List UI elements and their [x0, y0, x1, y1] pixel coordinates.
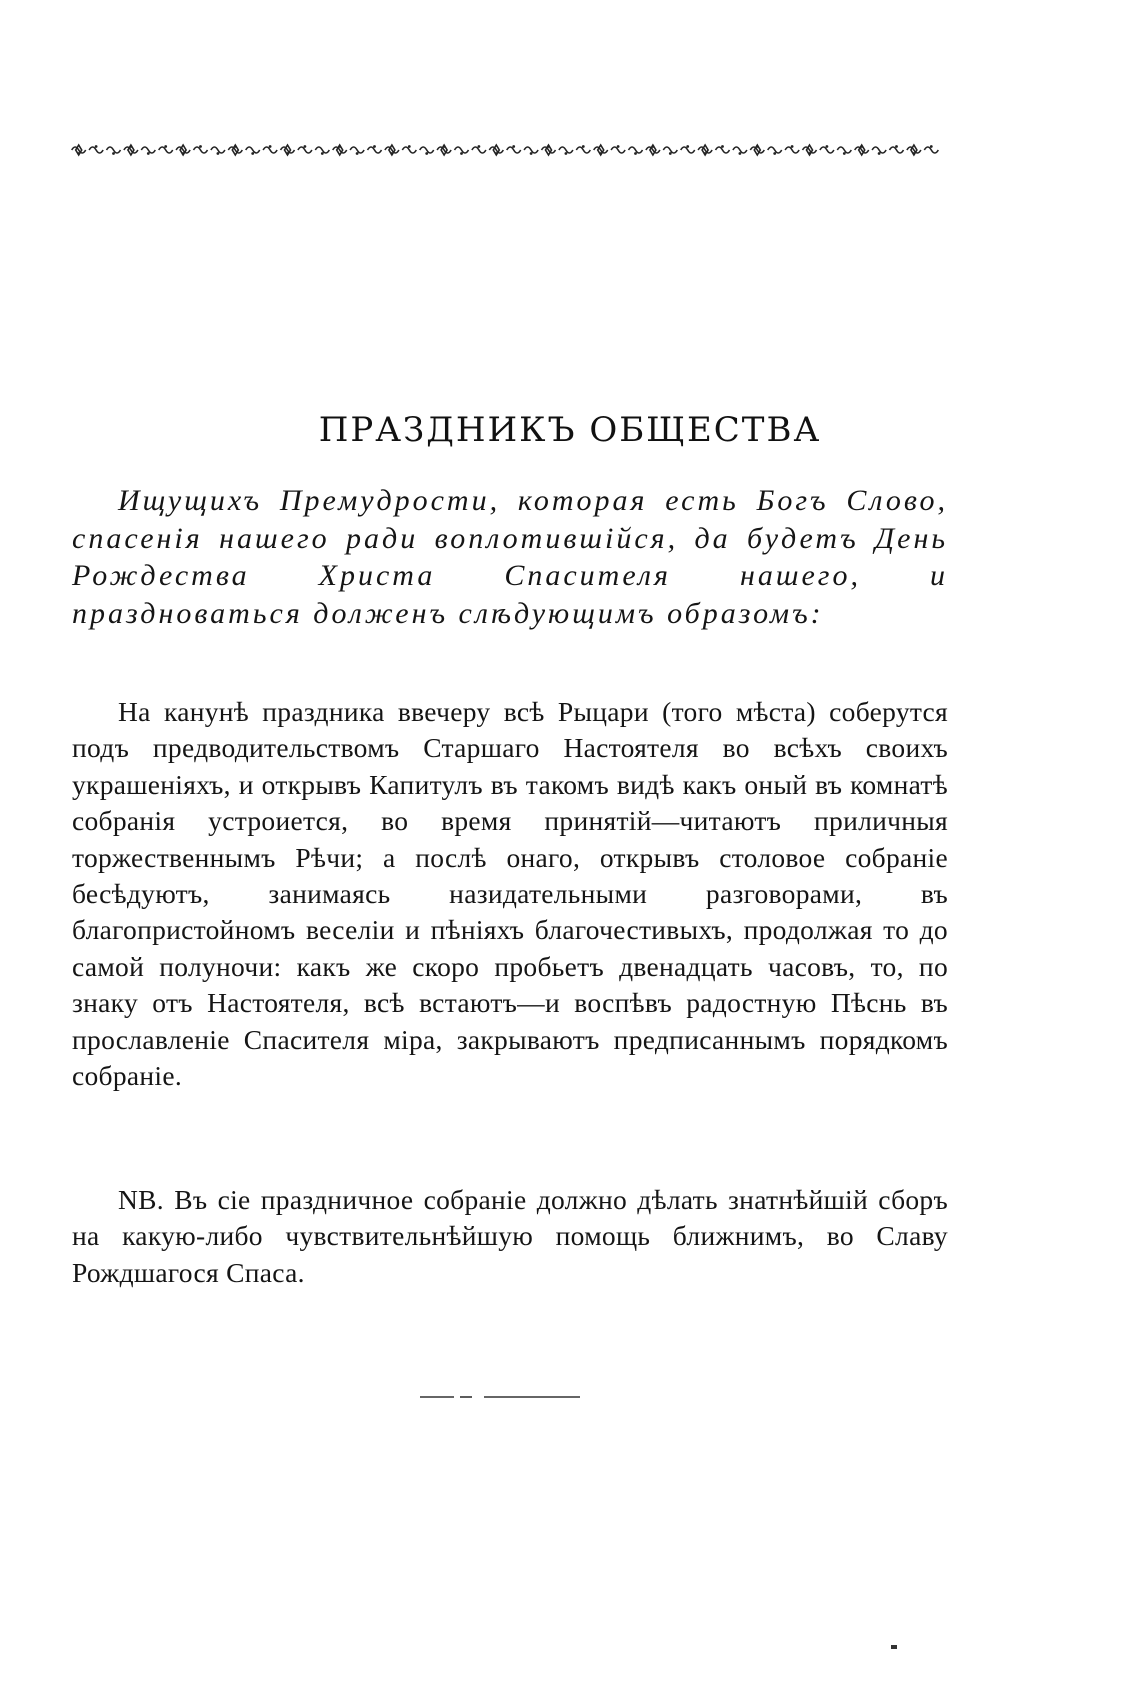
body-paragraph-1 — [72, 694, 948, 1094]
body-paragraph-2 — [72, 1182, 948, 1291]
body-paragraph-1-text: На канунѣ праздника ввечеру всѣ Рыцари (того мѣста) соберутся подъ предводительствомъ Старшаго Настоятеля во всѣхъ своихъ украшеніяхъ, и открывъ Капитулъ въ такомъ видѣ какъ оный въ комнатѣ собранія устроиется, во время принятій—читаютъ приличныя торжественнымъ Рѣчи; а послѣ онаго, открывъ столовое собраніе бесѣдуютъ, занимаясь назидательными разговорами, въ благопристойномъ веселіи и пѣніяхъ благочестивыхъ, продолжая то до самой полуночи: какъ же скоро пробьетъ двенадцать часовъ, то, по знаку отъ Настоятеля, всѣ встаютъ—и воспѣвъ радостную Пѣснь въ прославленіе Спасителя міра, закрываютъ предписаннымъ порядкомъ собраніе. — [72, 696, 948, 1092]
body-paragraph-2-text: NB. Въ сіе праздничное собраніе должно дѣлать знатнѣйшій сборъ на какую-либо чувствительнѣйшую помощь ближнимъ, во Славу Рождшагося Спаса. — [72, 1184, 948, 1288]
ink-speck-icon — [891, 1645, 897, 1649]
page-title: ПРАЗДНИКЪ ОБЩЕСТВА — [318, 410, 822, 450]
intro-paragraph — [72, 482, 948, 632]
intro-text: Ищущихъ Премудрости, которая есть Богъ Слово, спасенія нашего ради воплотившійся, да будетъ День Рождества Христа Спасителя нашего, и праздноваться долженъ слѣдующимъ образомъ: — [72, 484, 948, 630]
short-rule-icon — [420, 1395, 580, 1399]
ornamental-border-icon — [68, 138, 940, 162]
